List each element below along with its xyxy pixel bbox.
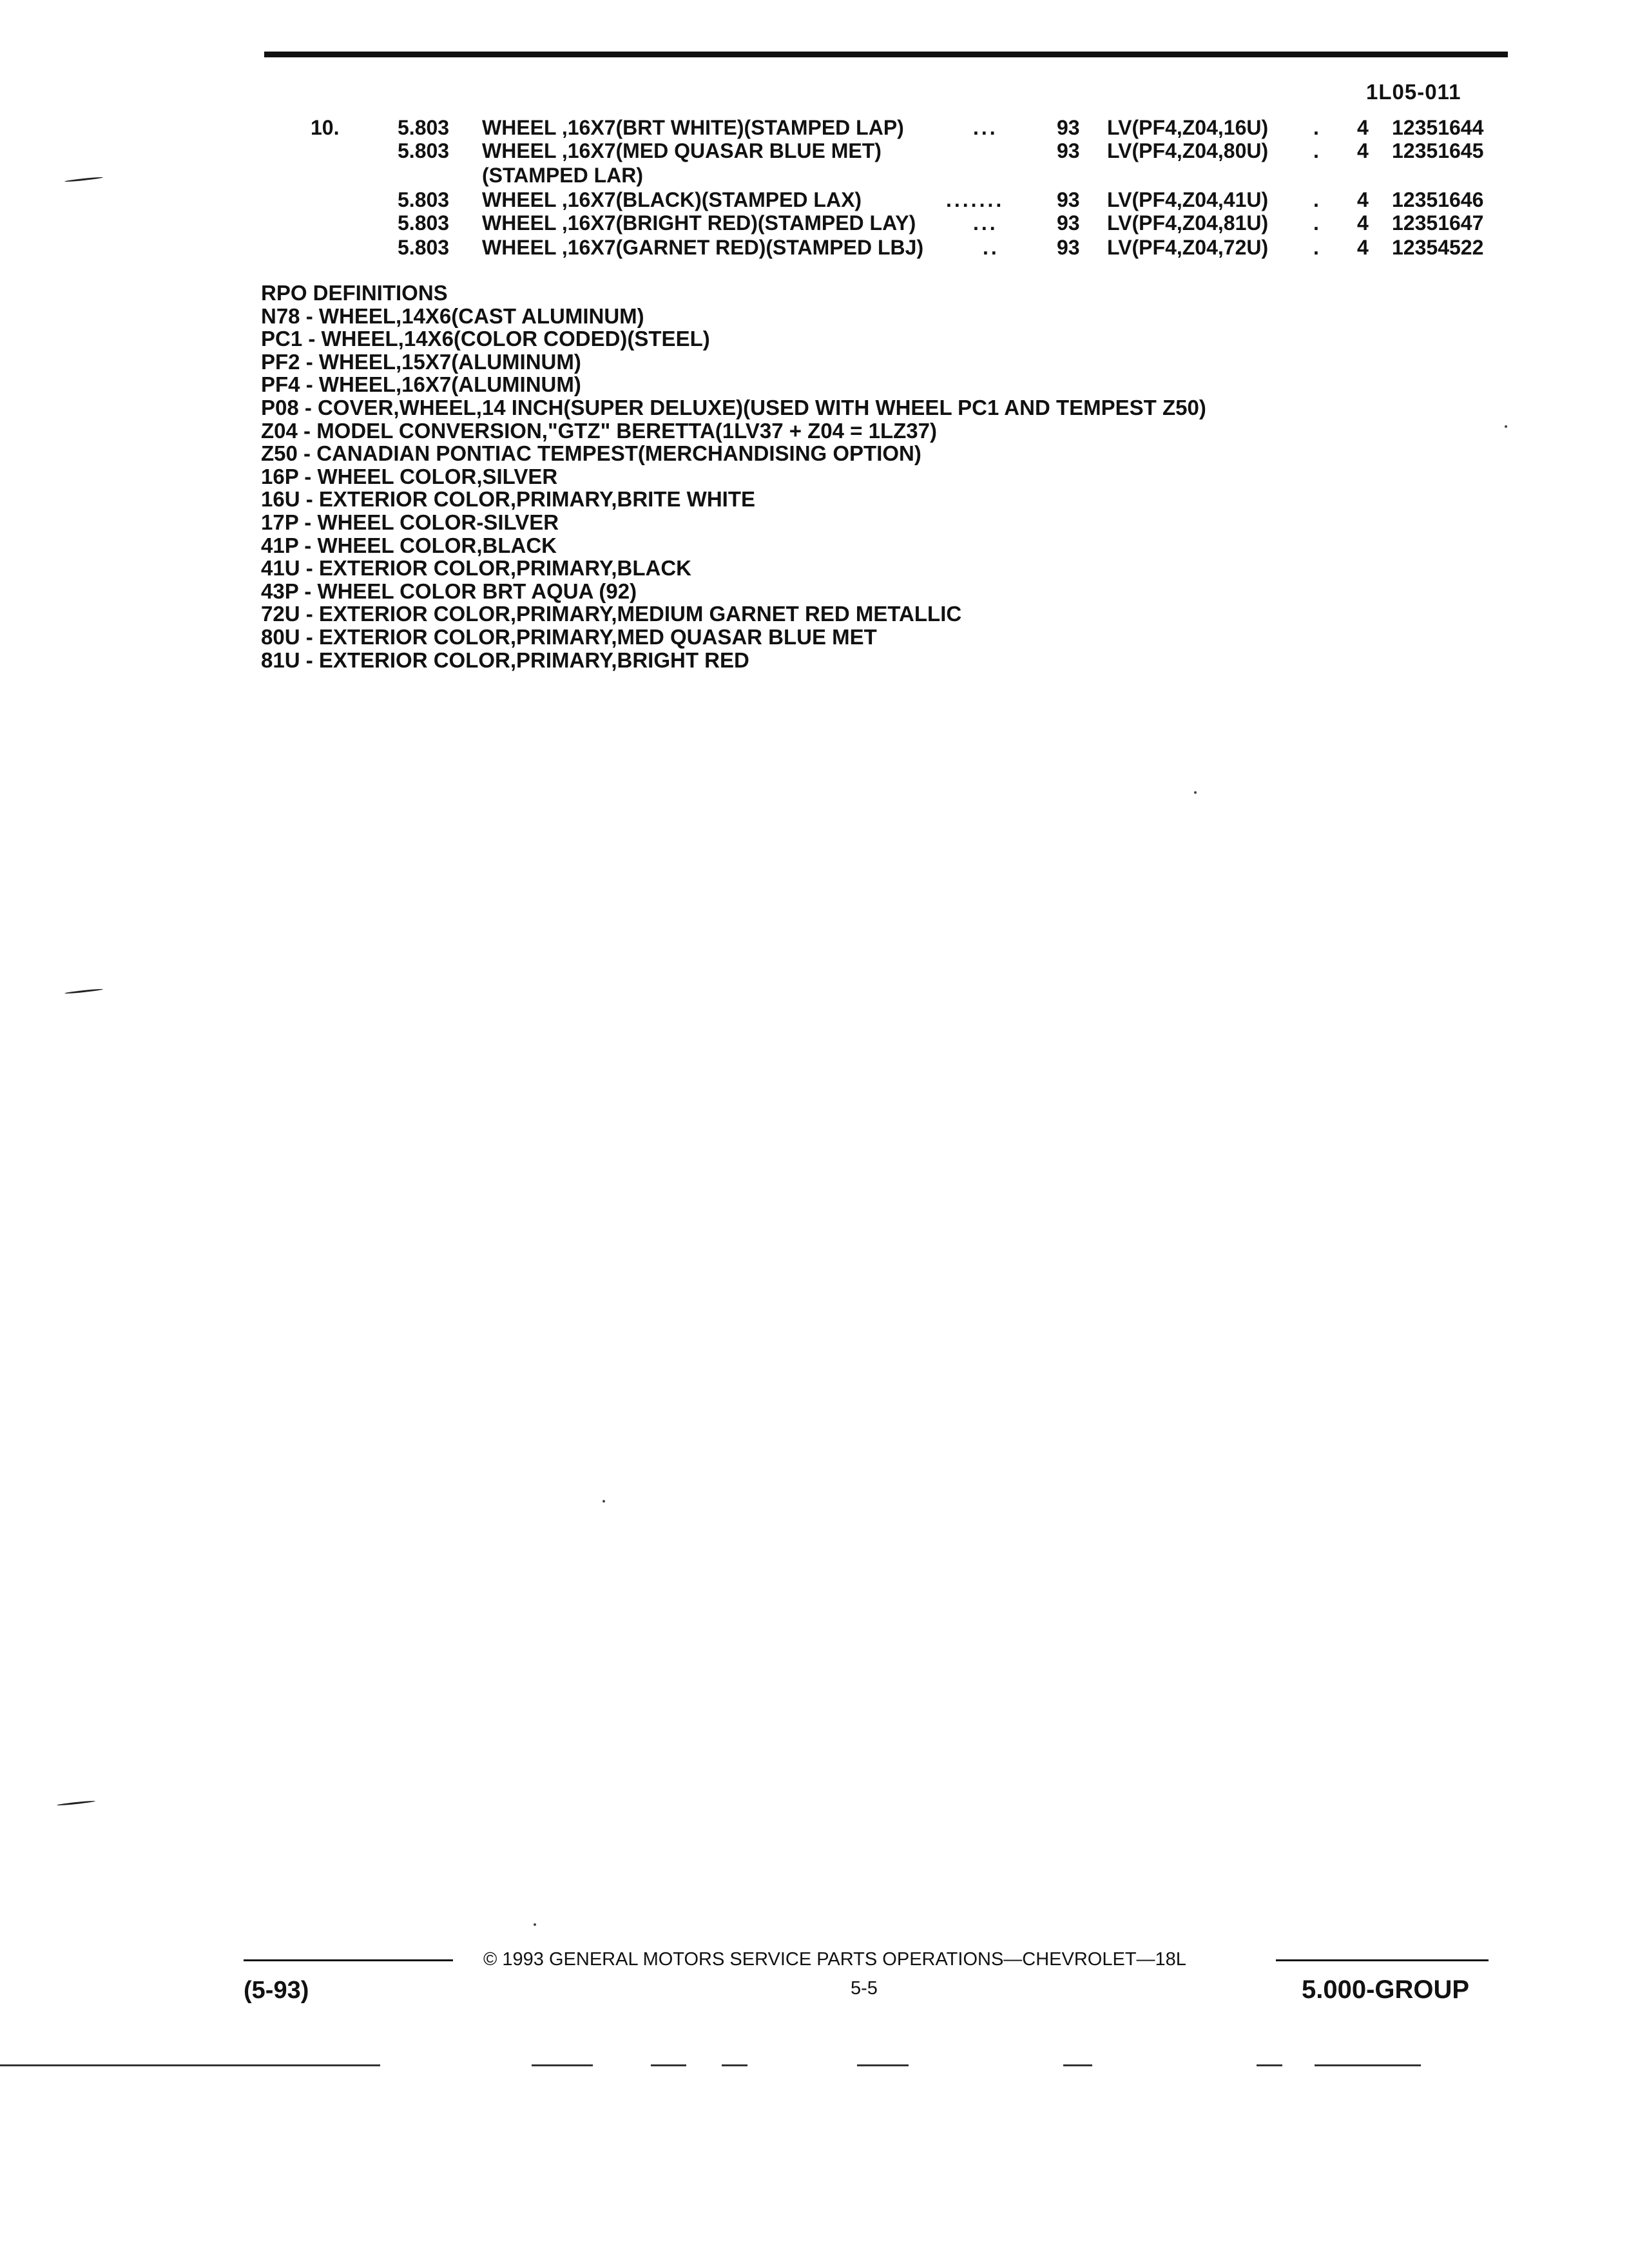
scan-speck (1194, 791, 1197, 794)
rpo-definition: 41U - EXTERIOR COLOR,PRIMARY,BLACK (261, 556, 691, 581)
usage-code: LV(PF4,Z04,72U) (1107, 236, 1269, 259)
rpo-definition: 81U - EXTERIOR COLOR,PRIMARY,BRIGHT RED (261, 648, 749, 672)
scan-speck (1505, 425, 1507, 428)
rpo-definition: 80U - EXTERIOR COLOR,PRIMARY,MED QUASAR BLUE MET (261, 624, 877, 649)
part-description: WHEEL ,16X7(MED QUASAR BLUE MET) (482, 139, 882, 162)
part-description: WHEEL ,16X7(BLACK)(STAMPED LAX) (482, 188, 862, 211)
rpo-heading: RPO DEFINITIONS (261, 281, 448, 305)
usage-code: LV(PF4,Z04,41U) (1107, 188, 1269, 211)
footer-group: 5.000-GROUP (1302, 1975, 1470, 2004)
scan-line (1257, 2064, 1282, 2066)
model-year: 93 (1057, 116, 1080, 139)
rpo-definition: PF4 - WHEEL,16X7(ALUMINUM) (261, 372, 581, 397)
parts-row (0, 188, 1629, 213)
parts-row (0, 164, 1629, 188)
separator-dot: . (1313, 211, 1319, 235)
scan-line (722, 2064, 747, 2066)
leader-dots: ....... (946, 188, 1005, 211)
separator-dot: . (1313, 236, 1319, 259)
scan-line (0, 2064, 380, 2066)
punch-hole-mark (64, 988, 103, 994)
footer-copyright: © 1993 GENERAL MOTORS SERVICE PARTS OPERATIONS—CHEVROLET—18L (483, 1949, 1186, 1970)
scan-line (1063, 2064, 1092, 2066)
quantity: 4 (1357, 139, 1369, 162)
group-number: 5.803 (398, 116, 450, 139)
scan-speck (602, 1500, 605, 1503)
footer-rule (244, 1959, 453, 1961)
model-year: 93 (1057, 188, 1080, 211)
rpo-definition: 41P - WHEEL COLOR,BLACK (261, 533, 557, 557)
model-year: 93 (1057, 236, 1080, 259)
parts-row (0, 116, 1629, 140)
rpo-definition: 16U - EXTERIOR COLOR,PRIMARY,BRITE WHITE (261, 487, 755, 512)
separator-dot: . (1313, 139, 1319, 162)
part-description: WHEEL ,16X7(BRIGHT RED)(STAMPED LAY) (482, 211, 916, 235)
part-number: 12354522 (1392, 236, 1484, 259)
usage-code: LV(PF4,Z04,80U) (1107, 139, 1269, 162)
scan-line (651, 2064, 686, 2066)
page-code: 1L05-011 (1366, 80, 1461, 104)
scan-line (532, 2064, 593, 2066)
rpo-definition: P08 - COVER,WHEEL,14 INCH(SUPER DELUXE)(USED WITH WHEEL PC1 AND TEMPEST Z50) (261, 395, 1206, 419)
rpo-definition: PF2 - WHEEL,15X7(ALUMINUM) (261, 349, 581, 374)
top-rule (264, 52, 1508, 57)
part-description: WHEEL ,16X7(GARNET RED)(STAMPED LBJ) (482, 236, 924, 259)
rpo-definition: Z50 - CANADIAN PONTIAC TEMPEST(MERCHANDISING OPTION) (261, 441, 921, 466)
rpo-definition: 43P - WHEEL COLOR BRT AQUA (92) (261, 579, 637, 603)
group-number: 5.803 (398, 211, 450, 235)
separator-dot: . (1313, 188, 1319, 211)
leader-dots: ... (973, 211, 998, 235)
model-year: 93 (1057, 139, 1080, 162)
part-description: WHEEL ,16X7(BRT WHITE)(STAMPED LAP) (482, 116, 904, 139)
leader-dots: .. (983, 236, 999, 259)
part-number: 12351645 (1392, 139, 1484, 162)
group-number: 5.803 (398, 236, 450, 259)
parts-row (0, 211, 1629, 236)
quantity: 4 (1357, 236, 1369, 259)
footer-date-code: (5-93) (244, 1977, 309, 2004)
scan-line (1315, 2064, 1421, 2066)
item-number: 10. (311, 116, 340, 139)
page-number: 5-5 (851, 1978, 878, 1999)
quantity: 4 (1357, 116, 1369, 139)
punch-hole-mark (57, 1800, 95, 1806)
quantity: 4 (1357, 211, 1369, 235)
group-number: 5.803 (398, 188, 450, 211)
rpo-definition: Z04 - MODEL CONVERSION,"GTZ" BERETTA(1LV37 + Z04 = 1LZ37) (261, 418, 937, 443)
parts-row (0, 236, 1629, 260)
rpo-definitions (261, 282, 1356, 671)
usage-code: LV(PF4,Z04,16U) (1107, 116, 1269, 139)
parts-row (0, 139, 1629, 164)
rpo-definition: 72U - EXTERIOR COLOR,PRIMARY,MEDIUM GARNET RED METALLIC (261, 602, 962, 626)
part-description: (STAMPED LAR) (482, 164, 644, 187)
rpo-definition: N78 - WHEEL,14X6(CAST ALUMINUM) (261, 303, 644, 328)
part-number: 12351647 (1392, 211, 1484, 235)
rpo-definition: 16P - WHEEL COLOR,SILVER (261, 464, 558, 488)
leader-dots: ... (973, 116, 998, 139)
scan-line (857, 2064, 909, 2066)
part-number: 12351646 (1392, 188, 1484, 211)
quantity: 4 (1357, 188, 1369, 211)
usage-code: LV(PF4,Z04,81U) (1107, 211, 1269, 235)
scan-speck (534, 1923, 536, 1926)
rpo-definition: PC1 - WHEEL,14X6(COLOR CODED)(STEEL) (261, 327, 710, 351)
model-year: 93 (1057, 211, 1080, 235)
rpo-definition: 17P - WHEEL COLOR-SILVER (261, 510, 559, 534)
footer-rule (1276, 1959, 1489, 1961)
part-number: 12351644 (1392, 116, 1484, 139)
group-number: 5.803 (398, 139, 450, 162)
separator-dot: . (1313, 116, 1319, 139)
